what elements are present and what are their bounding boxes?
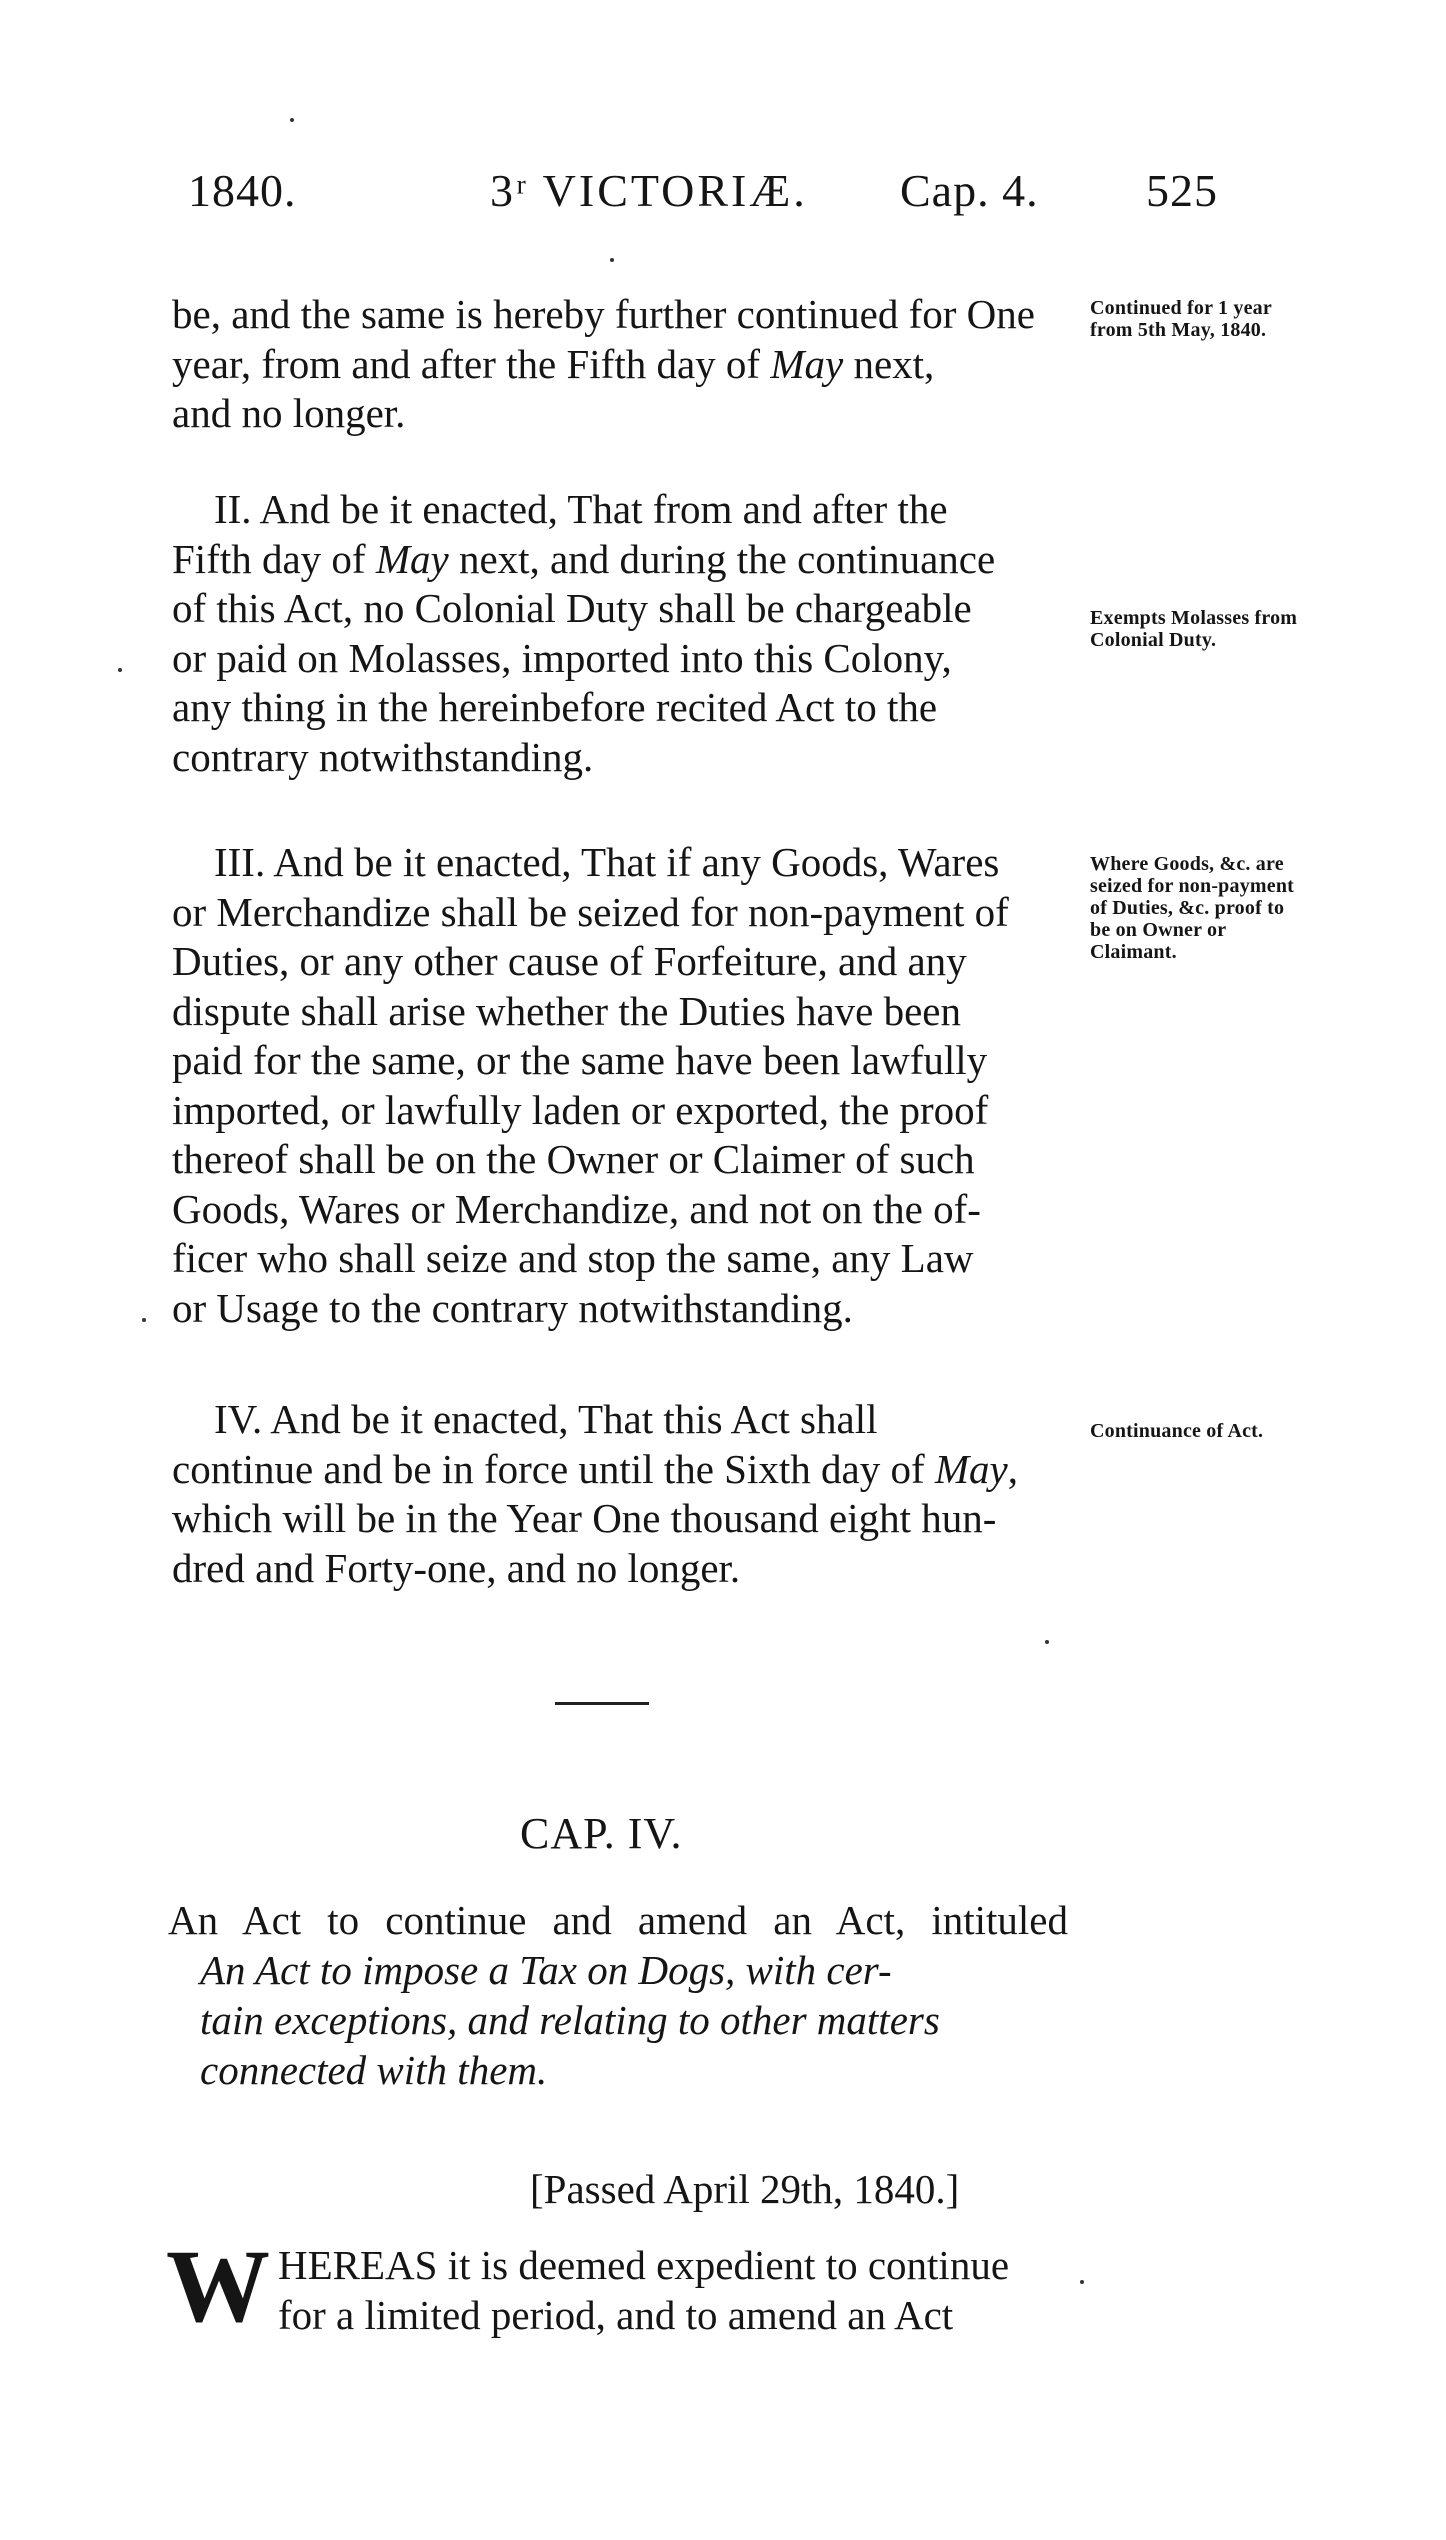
act-title-line: An Act to continue and amend an Act, intituled bbox=[168, 1897, 1068, 1943]
act-title bbox=[168, 1895, 1068, 2095]
scan-speck bbox=[290, 118, 294, 122]
continuation-line: be, and the same is hereby further continued for One bbox=[172, 291, 1035, 337]
section-3-line: III. And be it enacted, That if any Goods, Wares bbox=[214, 839, 1000, 885]
section-2-line: Fifth day of May next, and during the continuance bbox=[172, 535, 996, 582]
section-3-line: or Usage to the contrary notwithstanding. bbox=[172, 1284, 853, 1331]
running-head-year: 1840. bbox=[188, 165, 297, 216]
section-2-line: II. And be it enacted, That from and after the bbox=[214, 486, 948, 532]
section-4 bbox=[172, 1395, 1072, 1593]
preamble bbox=[166, 2229, 1070, 2344]
section-4-line: dred and Forty-one, and no longer. bbox=[172, 1544, 741, 1591]
scan-speck bbox=[142, 1318, 146, 1322]
section-2-line: or paid on Molasses, imported into this Colony, bbox=[172, 634, 952, 681]
running-head-reign: 3ʳ VICTORIÆ. bbox=[490, 165, 808, 216]
page-number: 525 bbox=[1146, 165, 1218, 216]
section-divider bbox=[555, 1702, 649, 1705]
scan-speck bbox=[610, 258, 614, 262]
section-2 bbox=[172, 485, 1072, 782]
section-3-line: Goods, Wares or Merchandize, and not on the of- bbox=[172, 1185, 981, 1232]
section-4-line: which will be in the Year One thousand eight hun- bbox=[172, 1495, 997, 1541]
act-title-italic-line: connected with them. bbox=[200, 2047, 548, 2093]
drop-cap: W bbox=[166, 2229, 270, 2344]
side-note-continuance: Continuance of Act. bbox=[1090, 1420, 1264, 1442]
section-4-line: IV. And be it enacted, That this Act shall bbox=[214, 1396, 878, 1442]
section-3-line: paid for the same, or the same have been lawfully bbox=[172, 1037, 988, 1083]
preamble-line: for a limited period, and to amend an Act bbox=[278, 2292, 954, 2338]
scan-speck bbox=[118, 668, 122, 672]
scan-speck bbox=[1045, 1640, 1049, 1644]
act-title-italic-line: An Act to impose a Tax on Dogs, with cer- bbox=[200, 1947, 892, 1993]
section-3 bbox=[172, 838, 1072, 1333]
preamble-line: HEREAS it is deemed expedient to continue bbox=[278, 2242, 1010, 2288]
side-note-goods-seized: Where Goods, &c. are seized for non-payment of Duties, &c. proof to be on Owner or Claimant. bbox=[1090, 853, 1295, 963]
section-2-line: any thing in the hereinbefore recited Act to the bbox=[172, 684, 938, 730]
side-note-continued: Continued for 1 year from 5th May, 1840. bbox=[1090, 297, 1272, 341]
section-3-line: Duties, or any other cause of Forfeiture, and any bbox=[172, 938, 967, 984]
continuation-paragraph bbox=[172, 290, 1072, 439]
section-2-line: contrary notwithstanding. bbox=[172, 733, 594, 780]
section-2-line: of this Act, no Colonial Duty shall be chargeable bbox=[172, 585, 972, 631]
section-3-line: imported, or lawfully laden or exported, the proof bbox=[172, 1086, 989, 1133]
section-3-line: ficer who shall seize and stop the same, any Law bbox=[172, 1235, 974, 1281]
side-note-molasses: Exempts Molasses from Colonial Duty. bbox=[1090, 607, 1298, 651]
continuation-line: and no longer. bbox=[172, 390, 406, 436]
passed-date: [Passed April 29th, 1840.] bbox=[530, 2166, 960, 2212]
section-3-line: dispute shall arise whether the Duties have been bbox=[172, 987, 961, 1034]
section-3-line: thereof shall be on the Owner or Claimer of such bbox=[172, 1136, 975, 1182]
running-head-chapter: Cap. 4. bbox=[900, 165, 1039, 216]
scan-speck bbox=[1080, 2280, 1084, 2284]
act-title-italic-line: tain exceptions, and relating to other matters bbox=[200, 1997, 940, 2043]
continuation-line: year, from and after the Fifth day of May next, bbox=[172, 340, 935, 387]
section-3-line: or Merchandize shall be seized for non-payment of bbox=[172, 888, 1009, 935]
section-4-line: continue and be in force until the Sixth day of May, bbox=[172, 1445, 1018, 1492]
chapter-heading: CAP. IV. bbox=[520, 1809, 683, 1858]
